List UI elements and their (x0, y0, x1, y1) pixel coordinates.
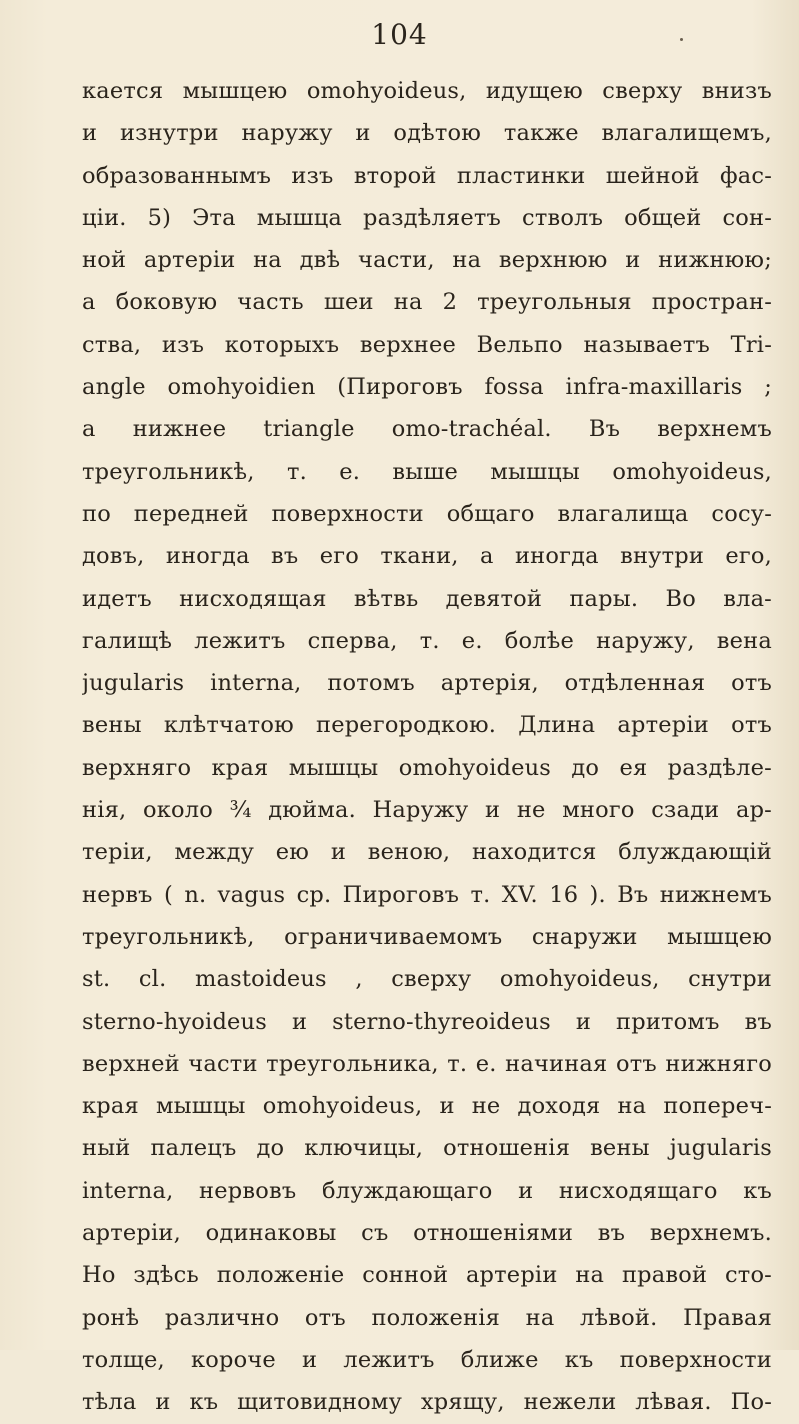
text-line: ства, изъ которыхъ верхнее Вельпо называетъ Tri- (82, 331, 772, 358)
text-line: края мышцы omohyoideus, и не доходя на попереч- (82, 1093, 772, 1120)
text-line: толще, короче и лежитъ ближе къ поверхности (82, 1346, 772, 1373)
text-line: тѣла и къ щитовидному хрящу, нежели лѣвая. По- (82, 1389, 772, 1416)
text-line: нервъ ( n. vagus ср. Пироговъ т. XV. 16 ). Въ нижнемъ (82, 881, 772, 908)
text-line: довъ, иногда въ его ткани, а иногда внутри его, (82, 543, 772, 570)
text-line: ронѣ различно отъ положенія на лѣвой. Правая (82, 1304, 772, 1331)
print-speck (680, 38, 683, 41)
text-line: ный палецъ до ключицы, отношенія вены jugularis (82, 1135, 772, 1162)
text-line: а боковую часть шеи на 2 треугольныя простран- (82, 289, 772, 316)
text-line: и изнутри наружу и одѣтою также влагалищемъ, (82, 120, 772, 147)
text-line: angle omohyoidien (Пироговъ fossa infra-maxillaris ; (82, 374, 772, 401)
body-text (82, 70, 772, 1424)
text-line: треугольникѣ, ограничиваемомъ снаружи мышцею (82, 923, 772, 950)
text-line: st. cl. mastoideus , сверху omohyoideus, снутри (82, 966, 772, 993)
text-line: вены клѣтчатою перегородкою. Длина артеріи отъ (82, 712, 772, 739)
text-line: треугольникѣ, т. е. выше мышцы omohyoideus, (82, 458, 772, 485)
text-line: по передней поверхности общаго влагалища сосу- (82, 500, 772, 527)
text-line: верхней части треугольника, т. е. начиная отъ нижняго (82, 1050, 772, 1077)
text-line: галищѣ лежитъ сперва, т. е. болѣе наружу, вена (82, 627, 772, 654)
text-line: ной артеріи на двѣ части, на верхнюю и нижнюю; (82, 247, 772, 274)
text-line: теріи, между ею и веною, находится блуждающій (82, 839, 772, 866)
text-line: interna, нервовъ блуждающаго и нисходящаго къ (82, 1177, 772, 1204)
text-line: артеріи, одинаковы съ отношеніями въ верхнемъ. (82, 1220, 772, 1247)
text-line: Но здѣсь положеніе сонной артеріи на правой сто- (82, 1262, 772, 1289)
text-line: идетъ нисходящая вѣтвь девятой пары. Во вла- (82, 585, 772, 612)
text-line: образованнымъ изъ второй пластинки шейной фас- (82, 162, 772, 189)
text-line: кается мышцею omohyoideus, идущею сверху внизъ (82, 78, 772, 104)
text-line: jugularis interna, потомъ артерія, отдѣленная отъ (82, 670, 772, 697)
text-line: а нижнее triangle omo-trachéal. Въ верхнемъ (82, 416, 772, 443)
page-number: 104 (371, 18, 428, 51)
text-line: ціи. 5) Эта мышца раздѣляетъ стволъ общей сон- (82, 204, 772, 231)
text-line: верхняго края мышцы omohyoideus до ея раздѣле- (82, 754, 772, 781)
text-line: sterno-hyoideus и sterno-thyreoideus и притомъ въ (82, 1008, 772, 1035)
text-line: нія, около ¾ дюйма. Наружу и не много сзади ар- (82, 797, 772, 824)
